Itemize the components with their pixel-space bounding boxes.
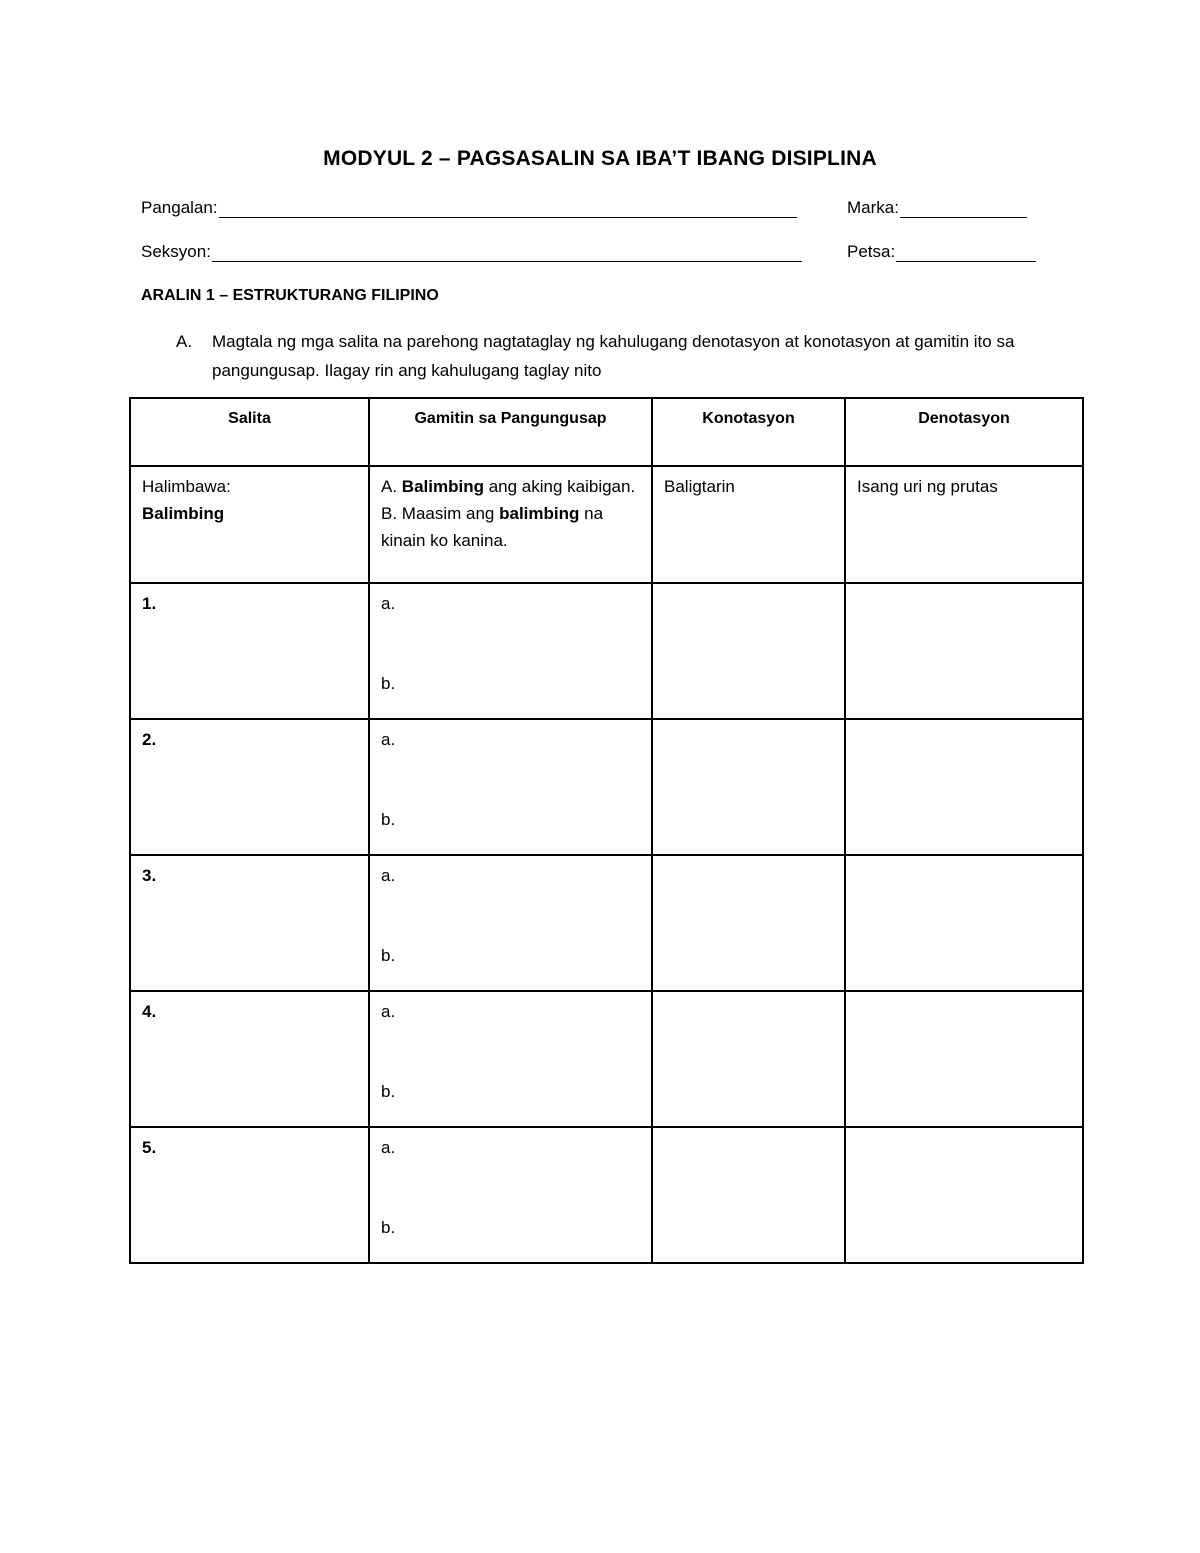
name-line[interactable] (219, 199, 797, 218)
example-denotasyon: Isang uri ng prutas (845, 466, 1083, 583)
konotasyon-cell[interactable] (652, 1127, 845, 1263)
page-title: MODYUL 2 – PAGSASALIN SA IBA’T IBANG DISIPLINA (323, 147, 877, 170)
denotasyon-cell[interactable] (845, 1127, 1083, 1263)
sentence-b-rest: na kinain ko kanina. (381, 504, 604, 550)
header-salita: Salita (130, 398, 369, 466)
table-header-row (130, 398, 1083, 466)
lesson-heading: ARALIN 1 – ESTRUKTURANG FILIPINO (141, 287, 439, 304)
grade-label: Marka: (847, 198, 899, 217)
denotasyon-cell[interactable] (845, 583, 1083, 719)
konotasyon-cell[interactable] (652, 991, 845, 1127)
answer-table (129, 397, 1084, 1264)
example-word: Balimbing (142, 504, 225, 523)
konotasyon-cell[interactable] (652, 855, 845, 991)
sentence-cell[interactable] (369, 1127, 652, 1263)
sentence-a-prefix: A. (381, 477, 402, 496)
item-a-label: a. (381, 594, 396, 613)
sentence-cell[interactable] (369, 719, 652, 855)
denotasyon-cell[interactable] (845, 855, 1083, 991)
item-a-label: a. (381, 1138, 396, 1157)
item-a-label: a. (381, 730, 396, 749)
name-field[interactable] (141, 198, 797, 218)
section-field[interactable] (141, 242, 802, 262)
header-denotasyon: Denotasyon (845, 398, 1083, 466)
konotasyon-cell[interactable] (652, 719, 845, 855)
row-number: 3. (130, 855, 369, 991)
denotasyon-cell[interactable] (845, 719, 1083, 855)
date-line[interactable] (896, 243, 1036, 262)
instruction (176, 327, 1056, 385)
example-label: Halimbawa: (142, 477, 231, 496)
item-a-label: a. (381, 1002, 396, 1021)
instruction-letter: A. (176, 332, 193, 351)
example-sentence-b (381, 500, 640, 554)
header-konotasyon: Konotasyon (652, 398, 845, 466)
item-a-label: a. (381, 866, 396, 885)
sentence-a-rest: ang aking kaibigan. (483, 477, 636, 496)
table-row (130, 719, 1083, 855)
name-label: Pangalan: (141, 198, 218, 217)
instruction-text: Magtala ng mga salita na parehong nagtataglay ng kahulugang denotasyon at konotasyon at gamitin ito sa pangungusap. Ilagay rin ang kahulugang taglay nito (212, 332, 1015, 380)
sentence-cell[interactable] (369, 991, 652, 1127)
sentence-cell[interactable] (369, 855, 652, 991)
table-row (130, 583, 1083, 719)
date-field[interactable] (847, 242, 1036, 262)
item-b-label: b. (381, 1082, 396, 1101)
sentence-cell[interactable] (369, 583, 652, 719)
row-number: 1. (130, 583, 369, 719)
konotasyon-cell[interactable] (652, 583, 845, 719)
section-line[interactable] (212, 243, 802, 262)
denotasyon-cell[interactable] (845, 991, 1083, 1127)
sentence-b-bold: balimbing (499, 504, 580, 523)
row-number: 5. (130, 1127, 369, 1263)
sentence-a-bold: Balimbing (401, 477, 484, 496)
table-row (130, 1127, 1083, 1263)
row-number: 2. (130, 719, 369, 855)
item-b-label: b. (381, 1218, 396, 1237)
example-konotasyon: Baligtarin (652, 466, 845, 583)
item-b-label: b. (381, 810, 396, 829)
date-label: Petsa: (847, 242, 896, 261)
table-row (130, 855, 1083, 991)
section-label: Seksyon: (141, 242, 211, 261)
example-row (130, 466, 1083, 583)
example-word-cell (130, 466, 369, 583)
item-b-label: b. (381, 674, 396, 693)
example-sentence-a (381, 473, 640, 500)
header-gamitin: Gamitin sa Pangungusap (369, 398, 652, 466)
item-b-label: b. (381, 946, 396, 965)
grade-field[interactable] (847, 198, 1027, 218)
sentence-b-prefix: B. Maasim ang (381, 504, 500, 523)
example-sentence-cell (369, 466, 652, 583)
table-row (130, 991, 1083, 1127)
grade-line[interactable] (900, 199, 1027, 218)
row-number: 4. (130, 991, 369, 1127)
